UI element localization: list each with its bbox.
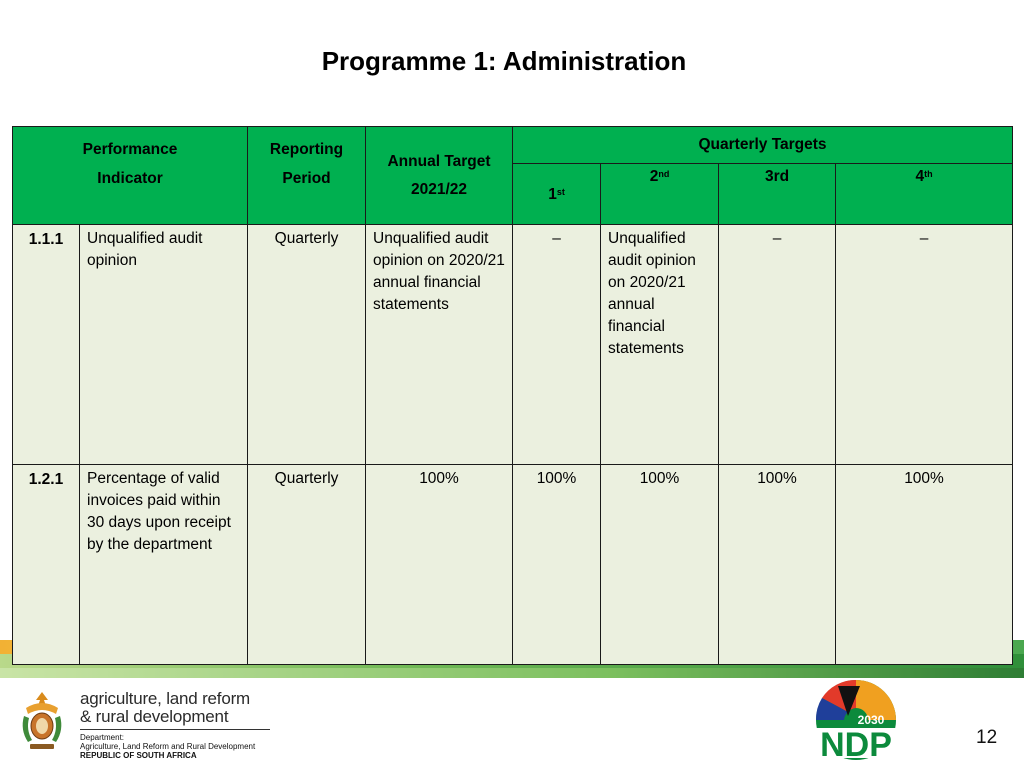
header-text: Reporting — [269, 141, 344, 158]
header-sup: st — [556, 187, 565, 197]
header-q4 — [836, 164, 1013, 225]
page-number: 12 — [976, 727, 998, 748]
header-q2 — [601, 164, 719, 225]
header-sup: th — [924, 169, 933, 179]
header-annual-target — [366, 127, 513, 225]
targets-table — [12, 126, 1013, 665]
header-performance-indicator — [13, 127, 248, 225]
dept-line: Department: — [80, 733, 125, 742]
table-row — [13, 465, 1013, 665]
department-brand — [80, 690, 270, 760]
row-number: 1.2.1 — [13, 465, 80, 665]
row-annual-target: 100% — [366, 465, 513, 665]
header-text: 2021/22 — [411, 180, 468, 198]
row-number: 1.1.1 — [13, 225, 80, 465]
ndp-text: NDP — [820, 726, 892, 760]
header-text: Indicator — [97, 170, 163, 187]
row-q2: Unqualified audit opinion on 2020/21 annual financial statements — [601, 225, 719, 465]
header-q1 — [513, 164, 601, 225]
row-q3: 100% — [719, 465, 836, 665]
row-q2: 100% — [601, 465, 719, 665]
ndp-logo-icon — [808, 676, 904, 760]
header-text: 4 — [915, 168, 925, 185]
row-q1: – — [513, 225, 601, 465]
row-annual-target: Unqualified audit opinion on 2020/21 annual financial statements — [366, 225, 513, 465]
row-q4: 100% — [836, 465, 1013, 665]
row-q4: – — [836, 225, 1013, 465]
row-period: Quarterly — [248, 465, 366, 665]
header-sup: nd — [658, 169, 670, 179]
header-reporting-period — [248, 127, 366, 225]
brand-line: & rural development — [80, 707, 229, 726]
header-text: Period — [282, 170, 331, 187]
row-period: Quarterly — [248, 225, 366, 465]
brand-line: agriculture, land reform — [80, 689, 250, 708]
slide-title: Programme 1: Administration — [321, 46, 687, 76]
row-indicator: Percentage of valid invoices paid within 30 days upon receipt by the department — [80, 465, 248, 665]
row-indicator: Unqualified audit opinion — [80, 225, 248, 465]
dept-line: REPUBLIC OF SOUTH AFRICA — [80, 751, 197, 760]
dept-line: Agriculture, Land Reform and Rural Development — [80, 742, 256, 751]
header-q3: 3rd — [719, 164, 836, 225]
header-text: 2 — [649, 168, 659, 185]
header-text: 1 — [548, 186, 557, 203]
table-row — [13, 225, 1013, 465]
row-q3: – — [719, 225, 836, 465]
header-text: Annual Target — [387, 152, 491, 170]
coat-of-arms-icon — [18, 690, 66, 754]
ndp-year: 2030 — [857, 713, 885, 727]
row-q1: 100% — [513, 465, 601, 665]
header-text: Performance — [82, 141, 178, 158]
brand-divider — [80, 729, 270, 730]
header-quarterly-targets: Quarterly Targets — [513, 127, 1013, 164]
